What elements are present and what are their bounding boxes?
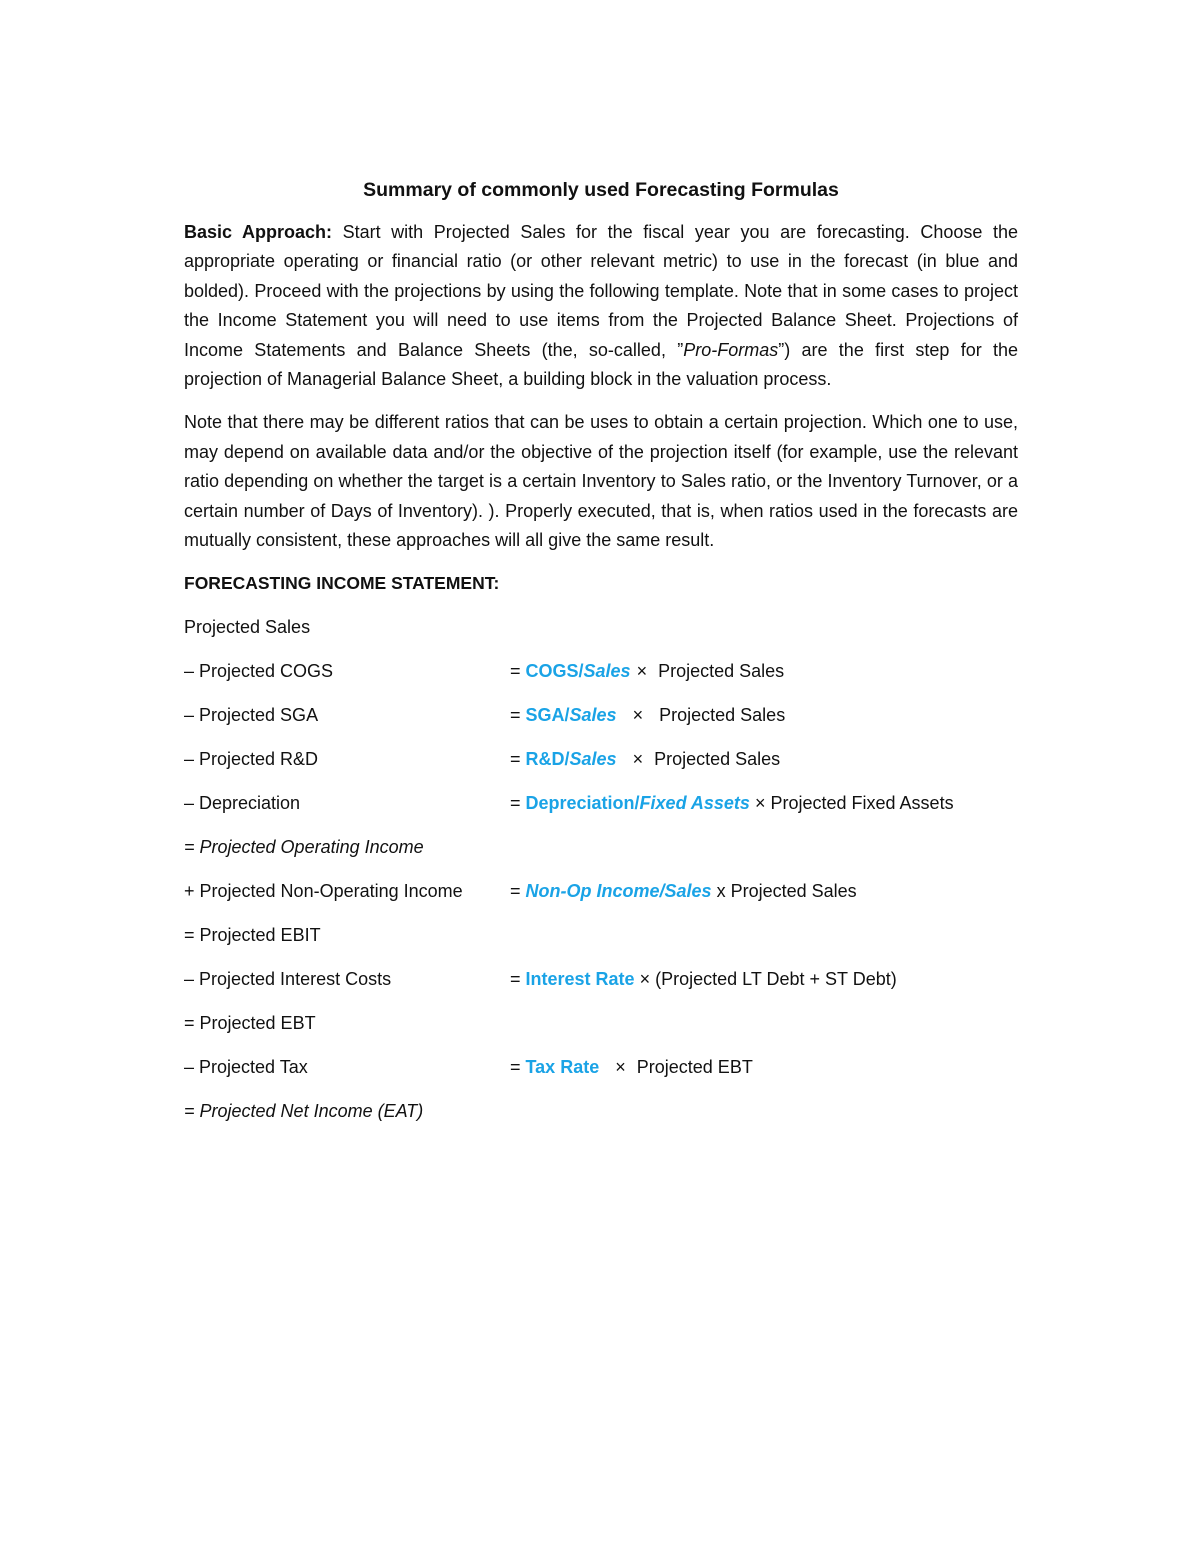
row-base: Projected EBT — [636, 1057, 753, 1078]
multiply-sign: × — [754, 793, 766, 814]
ratio-term: Tax Rate — [525, 1057, 600, 1078]
ratio-denominator: Sales — [569, 705, 617, 726]
row-label: – Projected SGA — [184, 705, 319, 726]
income-statement-formulas — [184, 613, 1018, 1141]
formula-row-projected-sales — [184, 613, 1018, 657]
row-label: – Projected R&D — [184, 749, 319, 770]
formula-row-rnd — [184, 745, 1018, 789]
basic-approach-text-2: ”) are the first step for the projection of Managerial Balance Sheet, a building block in the valuation process. — [184, 339, 1018, 390]
row-label: = Projected Operating Income — [184, 837, 424, 858]
row-base: Projected Sales — [654, 749, 781, 770]
row-label: + Projected Non-Operating Income — [184, 881, 463, 902]
row-formula — [510, 877, 857, 905]
row-label: = Projected EBIT — [184, 925, 321, 946]
pro-formas-term: Pro-Formas — [683, 339, 779, 360]
note-paragraph: Note that there may be different ratios that can be uses to obtain a certain projection. Which one to use, may depend on available data and/or the objective of the projection itself (for example, use the relevant ratio depending on whether the target is a certain Inventory to Sales ratio, or the Inventory Turnover, or a certain number of Days of Inventory). ). Properly executed, that is, when ratios used in the forecasts are mutually consistent, these approaches will all give the same result. — [184, 412, 1018, 551]
ratio-numerator: SGA/ — [525, 705, 570, 726]
ratio-numerator: R&D/ — [525, 749, 570, 770]
equals-sign: = — [510, 749, 526, 770]
equals-sign: = — [510, 881, 526, 902]
formula-row-interest-costs — [184, 965, 1018, 1009]
row-formula — [510, 965, 897, 993]
row-formula — [510, 657, 784, 685]
equals-sign: = — [510, 1057, 526, 1078]
ratio-denominator: Sales — [583, 661, 631, 682]
income-statement-heading: FORECASTING INCOME STATEMENT: — [184, 573, 500, 594]
row-formula — [510, 745, 780, 773]
row-base: Projected Sales — [659, 705, 786, 726]
ratio-term — [526, 749, 617, 769]
row-base: Projected Fixed Assets — [770, 793, 954, 814]
equals-sign: = — [510, 661, 526, 682]
ratio-term: Interest Rate — [525, 969, 635, 990]
row-label: – Projected Tax — [184, 1057, 308, 1078]
row-label: – Depreciation — [184, 793, 301, 814]
multiply-sign: × — [632, 749, 644, 770]
ratio-denominator: Fixed Assets — [639, 793, 750, 814]
basic-approach-label: Basic Approach: — [184, 222, 332, 242]
row-label: Projected Sales — [184, 617, 311, 638]
multiply-sign: × — [615, 1057, 626, 1078]
row-formula — [510, 789, 954, 817]
row-formula — [510, 1053, 753, 1081]
ratio-numerator: COGS/ — [525, 661, 584, 682]
formula-row-tax — [184, 1053, 1018, 1097]
ratio-denominator: Sales — [569, 749, 617, 770]
ratio-term — [526, 881, 712, 901]
basic-approach-text-1: Start with Projected Sales for the fiscal year you are forecasting. Choose the appropriate operating or financial ratio (or other relevant metric) to use in the forecast (in blue and bolded). Proceed with the projections by using the following template. Note that in some cases to project the Income Statement you will need to use items from the Projected Balance Sheet. Projections of Income Statements and Balance Sheets (the, so-called, ” — [184, 222, 1018, 360]
ratio-term — [526, 705, 617, 725]
basic-approach-paragraph — [184, 218, 1018, 394]
formula-row-net-income — [184, 1097, 1018, 1141]
row-label: = Projected Net Income (EAT) — [184, 1101, 424, 1122]
multiply-sign: × — [632, 705, 644, 726]
equals-sign: = — [510, 969, 526, 990]
row-base: Projected Sales — [658, 661, 785, 682]
row-label: = Projected EBT — [184, 1013, 316, 1034]
formula-row-sga — [184, 701, 1018, 745]
formula-row-operating-income — [184, 833, 1018, 877]
formula-row-ebt — [184, 1009, 1018, 1053]
ratio-term — [526, 661, 631, 681]
row-label: – Projected Interest Costs — [184, 969, 392, 990]
ratio-denominator: Non-Op Income/Sales — [525, 881, 712, 902]
document-page — [184, 174, 1018, 1141]
multiply-sign: x — [716, 881, 726, 902]
document-title: Summary of commonly used Forecasting Formulas — [363, 179, 839, 201]
row-formula — [510, 701, 785, 729]
equals-sign: = — [510, 705, 526, 726]
multiply-sign: × — [639, 969, 651, 990]
equals-sign: = — [510, 793, 526, 814]
ratio-term — [526, 793, 750, 813]
row-label: – Projected COGS — [184, 661, 334, 682]
row-base: Projected Sales — [730, 881, 857, 902]
row-base: (Projected LT Debt + ST Debt) — [655, 969, 897, 990]
ratio-numerator: Depreciation/ — [525, 793, 640, 814]
formula-row-cogs — [184, 657, 1018, 701]
formula-row-non-operating-income — [184, 877, 1018, 921]
formula-row-depreciation — [184, 789, 1018, 833]
multiply-sign: × — [636, 661, 648, 682]
formula-row-ebit — [184, 921, 1018, 965]
